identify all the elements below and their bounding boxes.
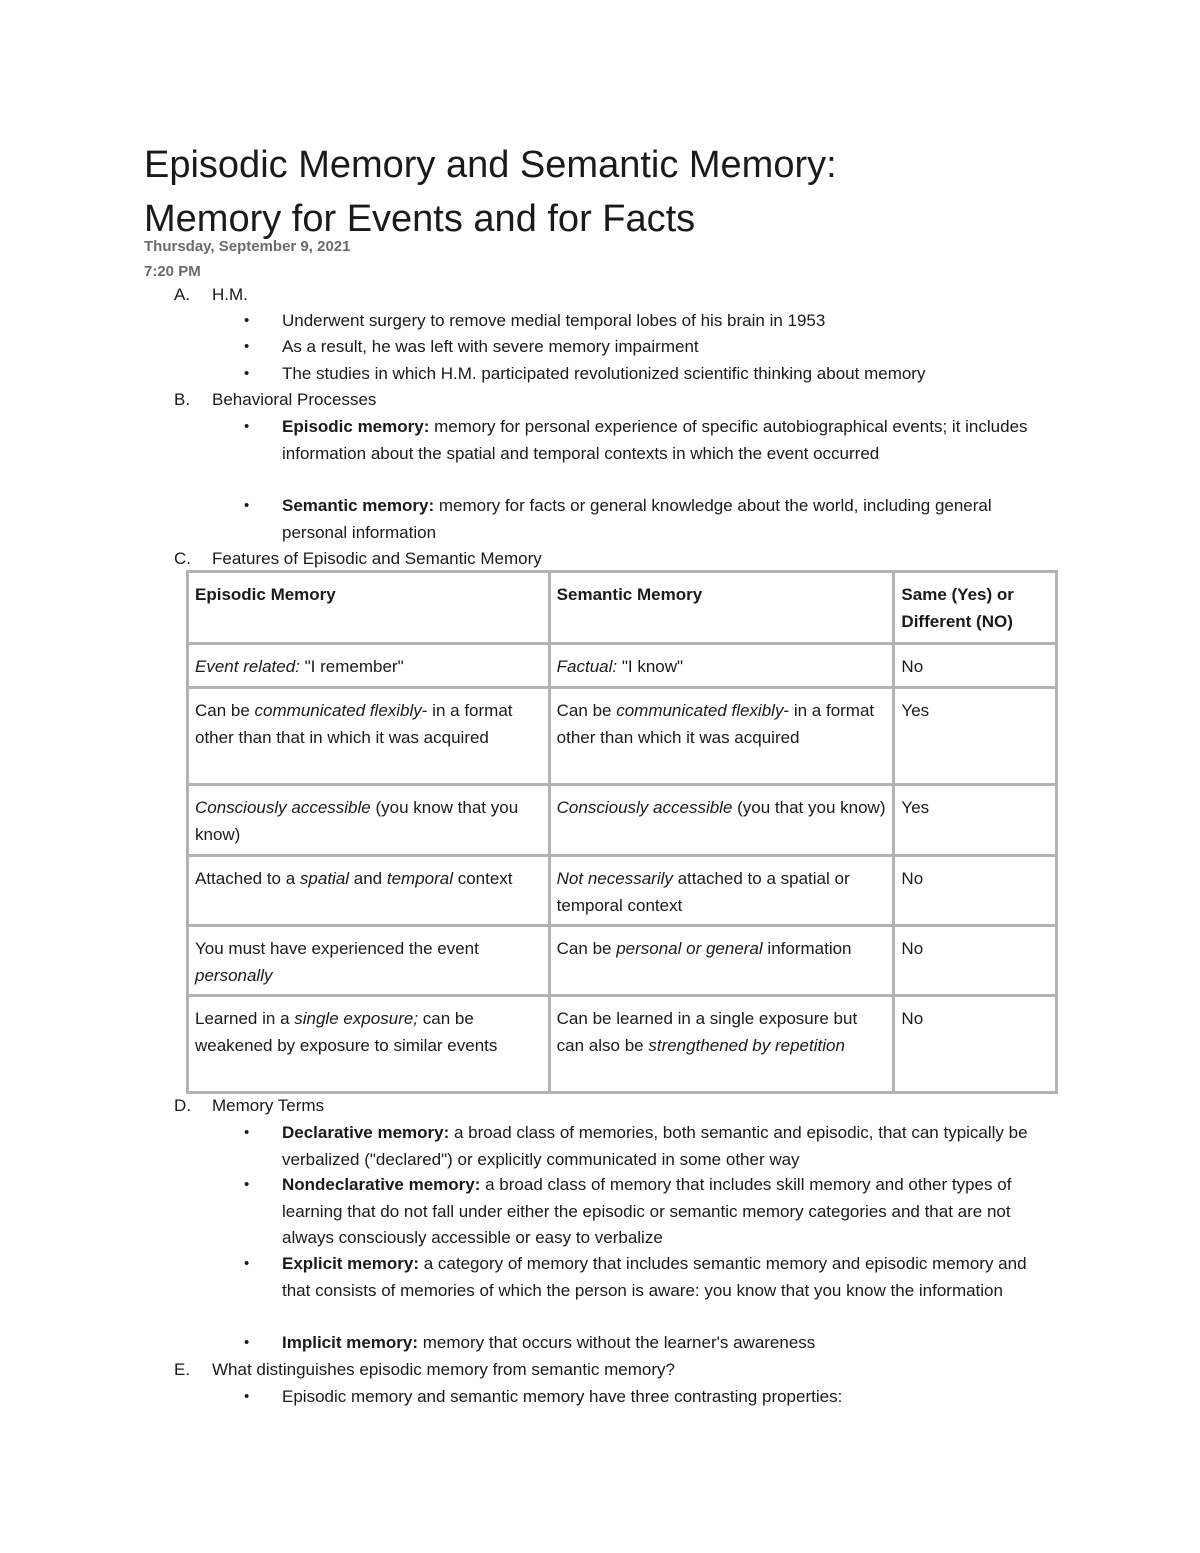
semantic-cell: Can be learned in a single exposure but can also be strengthened by repetition bbox=[549, 996, 894, 1093]
list-item bbox=[244, 361, 1034, 388]
semantic-cell: Can be communicated flexibly- in a format other than which it was acquired bbox=[549, 688, 894, 785]
table-row bbox=[188, 996, 1057, 1093]
column-header: Semantic Memory bbox=[549, 572, 894, 644]
list-item bbox=[244, 1120, 1034, 1173]
list-item-text: Episodic memory and semantic memory have three contrasting properties: bbox=[282, 1387, 843, 1406]
list-item bbox=[244, 1330, 1034, 1357]
term-label: Episodic memory: bbox=[282, 417, 430, 436]
bullet-icon: • bbox=[244, 1124, 250, 1141]
bullet-icon: • bbox=[244, 418, 250, 435]
list-item-text: Underwent surgery to remove medial temporal lobes of his brain in 1953 bbox=[282, 311, 826, 330]
section-c-heading bbox=[174, 546, 542, 572]
term-definition: memory for personal experience of specific autobiographical events; it includes information about the spatial and temporal contexts in which the event occurred bbox=[282, 417, 1028, 463]
bullet-icon: • bbox=[244, 312, 250, 329]
term-definition: a broad class of memories, both semantic and episodic, that can typically be verbalized ("declared") or explicitly communicated in some other way bbox=[282, 1123, 1028, 1169]
term-label: Implicit memory: bbox=[282, 1333, 419, 1352]
section-letter: D. bbox=[174, 1096, 191, 1115]
section-d-heading bbox=[174, 1093, 324, 1119]
list-item bbox=[244, 308, 1034, 335]
episodic-cell: Attached to a spatial and temporal context bbox=[188, 856, 550, 926]
same-cell: Yes bbox=[894, 688, 1057, 785]
same-cell: No bbox=[894, 644, 1057, 688]
column-header: Episodic Memory bbox=[188, 572, 550, 644]
table-row bbox=[188, 688, 1057, 785]
column-header: Same (Yes) or Different (NO) bbox=[894, 572, 1057, 644]
bullet-icon: • bbox=[244, 1255, 250, 1272]
list-item bbox=[244, 493, 1034, 546]
term-label: Semantic memory: bbox=[282, 496, 435, 515]
section-letter: A. bbox=[174, 285, 191, 304]
section-title: What distinguishes episodic memory from semantic memory? bbox=[212, 1360, 675, 1379]
table-row bbox=[188, 856, 1057, 926]
list-item bbox=[244, 334, 1034, 361]
section-letter: E. bbox=[174, 1360, 191, 1379]
section-e-heading bbox=[174, 1357, 675, 1383]
note-timestamp bbox=[144, 234, 350, 284]
same-cell: Yes bbox=[894, 785, 1057, 856]
section-letter: B. bbox=[174, 390, 191, 409]
semantic-cell: Not necessarily attached to a spatial or temporal context bbox=[549, 856, 894, 926]
list-item bbox=[244, 414, 1034, 467]
bullet-icon: • bbox=[244, 1388, 250, 1405]
table-row bbox=[188, 644, 1057, 688]
bullet-icon: • bbox=[244, 338, 250, 355]
bullet-icon: • bbox=[244, 497, 250, 514]
section-letter: C. bbox=[174, 549, 191, 568]
same-cell: No bbox=[894, 856, 1057, 926]
section-b-heading bbox=[174, 387, 376, 413]
term-label: Explicit memory: bbox=[282, 1254, 419, 1273]
section-a-heading bbox=[174, 282, 248, 308]
note-time: 7:20 PM bbox=[144, 263, 201, 280]
term-definition: memory for facts or general knowledge about the world, including general personal information bbox=[282, 496, 992, 542]
same-cell: No bbox=[894, 926, 1057, 996]
term-definition: a category of memory that includes semantic memory and episodic memory and that consists of memories of which the person is aware: you know that you know the information bbox=[282, 1254, 1027, 1300]
page-title bbox=[144, 138, 1104, 246]
features-table bbox=[186, 570, 1058, 1094]
same-cell: No bbox=[894, 996, 1057, 1093]
episodic-cell: Can be communicated flexibly- in a format other than that in which it was acquired bbox=[188, 688, 550, 785]
table-header-row bbox=[188, 572, 1057, 644]
list-item bbox=[244, 1251, 1034, 1304]
note-date: Thursday, September 9, 2021 bbox=[144, 238, 351, 255]
table-row bbox=[188, 926, 1057, 996]
section-title: Behavioral Processes bbox=[212, 390, 377, 409]
title-line-1: Episodic Memory and Semantic Memory: bbox=[144, 144, 837, 186]
section-title: Features of Episodic and Semantic Memory bbox=[212, 549, 542, 568]
list-item bbox=[244, 1384, 1034, 1411]
bullet-icon: • bbox=[244, 1334, 250, 1351]
term-definition: a broad class of memory that includes skill memory and other types of learning that do not fall under either the episodic or semantic memory categories and that are not always consciously accessible or easy to verbalize bbox=[282, 1175, 1012, 1247]
semantic-cell: Factual: "I know" bbox=[549, 644, 894, 688]
episodic-cell: Consciously accessible (you know that you know) bbox=[188, 785, 550, 856]
table-row bbox=[188, 785, 1057, 856]
semantic-cell: Consciously accessible (you that you know) bbox=[549, 785, 894, 856]
semantic-cell: Can be personal or general information bbox=[549, 926, 894, 996]
title-line-2: Memory for Events and for Facts bbox=[144, 198, 696, 240]
episodic-cell: You must have experienced the event personally bbox=[188, 926, 550, 996]
bullet-icon: • bbox=[244, 1176, 250, 1193]
episodic-cell: Event related: "I remember" bbox=[188, 644, 550, 688]
term-label: Declarative memory: bbox=[282, 1123, 450, 1142]
episodic-cell: Learned in a single exposure; can be weakened by exposure to similar events bbox=[188, 996, 550, 1093]
term-label: Nondeclarative memory: bbox=[282, 1175, 481, 1194]
term-definition: memory that occurs without the learner's awareness bbox=[418, 1333, 816, 1352]
list-item-text: As a result, he was left with severe memory impairment bbox=[282, 337, 699, 356]
list-item-text: The studies in which H.M. participated revolutionized scientific thinking about memory bbox=[282, 364, 926, 383]
list-item bbox=[244, 1172, 1034, 1252]
bullet-icon: • bbox=[244, 365, 250, 382]
section-title: H.M. bbox=[212, 285, 248, 304]
section-title: Memory Terms bbox=[212, 1096, 325, 1115]
